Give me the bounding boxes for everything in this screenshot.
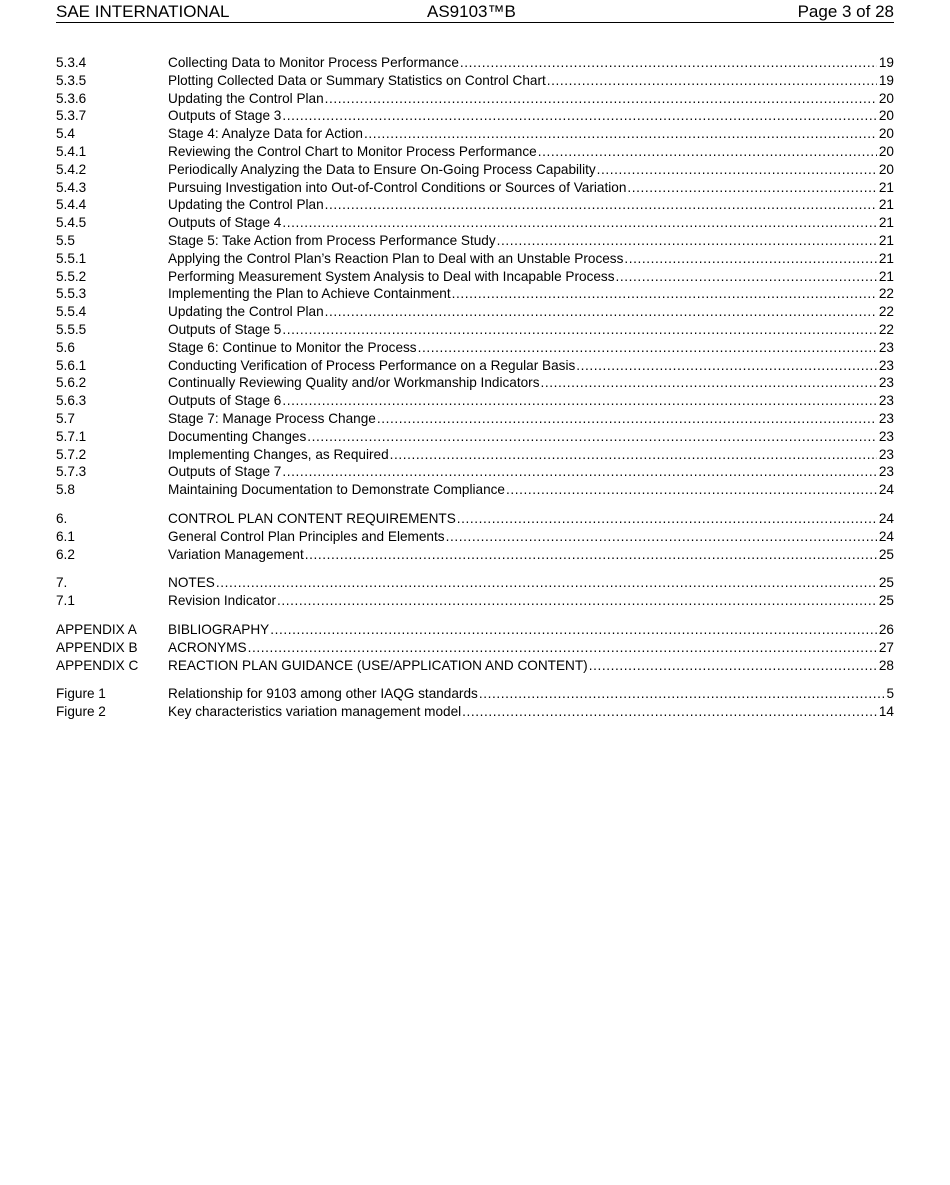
- toc-group: [56, 574, 894, 610]
- toc-entry-page: 19: [878, 72, 894, 88]
- toc-entry-title: NOTES: [168, 575, 215, 591]
- toc-entry[interactable]: [56, 161, 894, 179]
- toc-entry[interactable]: [56, 574, 894, 592]
- toc-entry-number: Figure 2: [56, 704, 106, 720]
- dot-leader: [452, 285, 877, 303]
- toc-entry-page: 23: [878, 410, 894, 426]
- dot-leader: [538, 143, 877, 161]
- toc-entry[interactable]: [56, 303, 894, 321]
- dot-leader: [589, 657, 877, 675]
- toc-entry-line: [168, 72, 894, 90]
- toc-entry-number: 5.4.1: [56, 143, 87, 159]
- toc-entry-number: 6.2: [56, 546, 75, 562]
- toc-entry-title: CONTROL PLAN CONTENT REQUIREMENTS: [168, 510, 456, 526]
- dot-leader: [390, 446, 877, 464]
- toc-entry-line: [168, 339, 894, 357]
- toc-entry-number: 6.1: [56, 528, 75, 544]
- toc-entry-number: 5.4.5: [56, 215, 87, 231]
- toc-entry-line: [168, 410, 894, 428]
- toc-entry-title: Pursuing Investigation into Out-of-Control Conditions or Sources of Variation: [168, 179, 627, 195]
- toc-entry-line: [168, 285, 894, 303]
- group-spacer: [56, 610, 894, 621]
- dot-leader: [547, 72, 877, 90]
- toc-entry-number: 5.5.5: [56, 321, 87, 337]
- dot-leader: [597, 161, 877, 179]
- toc-entry-number: Figure 1: [56, 686, 106, 702]
- toc-entry[interactable]: [56, 528, 894, 546]
- toc-entry[interactable]: [56, 481, 894, 499]
- toc-entry-page: 21: [878, 232, 894, 248]
- toc-entry[interactable]: [56, 546, 894, 564]
- toc-entry[interactable]: [56, 179, 894, 197]
- toc-entry-line: [168, 428, 894, 446]
- toc-entry[interactable]: [56, 428, 894, 446]
- toc-entry-number: 5.7.1: [56, 428, 87, 444]
- dot-leader: [541, 374, 877, 392]
- toc-entry-title: Stage 6: Continue to Monitor the Process: [168, 339, 417, 355]
- toc-entry-title: Collecting Data to Monitor Process Performance: [168, 55, 459, 70]
- toc-entry-title: Updating the Control Plan: [168, 197, 324, 213]
- toc-entry-page: 20: [878, 161, 894, 177]
- toc-entry-page: 25: [878, 546, 894, 562]
- toc-entry[interactable]: [56, 703, 894, 721]
- toc-entry-line: [168, 179, 894, 197]
- dot-leader: [325, 196, 877, 214]
- toc-entry[interactable]: [56, 685, 894, 703]
- header-page-number: Page 3 of 28: [797, 2, 894, 21]
- toc-entry[interactable]: [56, 410, 894, 428]
- dot-leader: [576, 357, 877, 375]
- toc-entry-title: Outputs of Stage 6: [168, 393, 282, 409]
- toc-entry-title: BIBLIOGRAPHY: [168, 621, 270, 637]
- toc-entry-page: 5: [886, 686, 894, 702]
- dot-leader: [497, 232, 877, 250]
- toc-entry[interactable]: [56, 592, 894, 610]
- toc-entry-number: 5.8: [56, 482, 75, 498]
- toc-entry-number: 5.3.4: [56, 55, 87, 70]
- toc-entry-title: Maintaining Documentation to Demonstrate Compliance: [168, 482, 505, 498]
- toc-entry-page: 24: [878, 482, 894, 498]
- toc-entry-page: 23: [878, 446, 894, 462]
- toc-entry-page: 28: [878, 657, 894, 673]
- toc-entry[interactable]: [56, 285, 894, 303]
- toc-entry-line: [168, 54, 894, 72]
- toc-entry-page: 21: [878, 250, 894, 266]
- toc-entry-line: [168, 268, 894, 286]
- toc-entry-page: 23: [878, 428, 894, 444]
- dot-leader: [479, 685, 885, 703]
- toc-entry-page: 20: [878, 108, 894, 124]
- toc-entry-line: [168, 232, 894, 250]
- dot-leader: [624, 250, 876, 268]
- toc-entry-number: 5.7: [56, 410, 75, 426]
- toc-entry-number: 5.6.2: [56, 375, 87, 391]
- toc-entry[interactable]: [56, 374, 894, 392]
- toc-entry[interactable]: [56, 639, 894, 657]
- toc-entry-line: [168, 546, 894, 564]
- dot-leader: [460, 54, 877, 72]
- toc-entry-title: Performing Measurement System Analysis to Deal with Incapable Process: [168, 268, 615, 284]
- toc-entry-number: 5.7.2: [56, 446, 87, 462]
- toc-entry-page: 21: [878, 179, 894, 195]
- toc-entry-number: 7.: [56, 575, 68, 591]
- toc-group: [56, 54, 894, 499]
- toc-entry-page: 23: [878, 375, 894, 391]
- toc-entry-title: Stage 5: Take Action from Process Performance Study: [168, 232, 496, 248]
- toc-entry-title: Relationship for 9103 among other IAQG standards: [168, 686, 478, 702]
- toc-entry-line: [168, 703, 894, 721]
- toc-entry[interactable]: [56, 268, 894, 286]
- toc-entry-page: 26: [878, 621, 894, 637]
- toc-entry-title: Plotting Collected Data or Summary Statistics on Control Chart: [168, 72, 546, 88]
- toc-entry[interactable]: [56, 196, 894, 214]
- toc-entry-title: Outputs of Stage 5: [168, 321, 282, 337]
- toc-entry-line: [168, 321, 894, 339]
- dot-leader: [377, 410, 877, 428]
- toc-entry-page: 22: [878, 286, 894, 302]
- toc-entry-line: [168, 214, 894, 232]
- toc-entry-page: 21: [878, 197, 894, 213]
- toc-entry-title: Variation Management: [168, 546, 304, 562]
- toc-entry-number: 5.4: [56, 126, 75, 142]
- toc-entry-title: ACRONYMS: [168, 639, 247, 655]
- toc-entry-number: 5.5.4: [56, 304, 87, 320]
- toc-entry[interactable]: [56, 107, 894, 125]
- toc-entry-title: Stage 7: Manage Process Change: [168, 410, 376, 426]
- toc-entry[interactable]: [56, 446, 894, 464]
- toc-entry-title: Documenting Changes: [168, 428, 307, 444]
- toc-entry-line: [168, 685, 894, 703]
- toc-entry-title: Applying the Control Plan’s Reaction Plan to Deal with an Unstable Process: [168, 250, 624, 266]
- toc-entry-page: 24: [878, 528, 894, 544]
- toc-entry-page: 22: [878, 304, 894, 320]
- toc-entry-line: [168, 446, 894, 464]
- toc-entry-title: Updating the Control Plan: [168, 90, 324, 106]
- toc-entry-title: Outputs of Stage 4: [168, 215, 282, 231]
- toc-entry-number: 5.3.5: [56, 72, 87, 88]
- toc-entry-title: Reviewing the Control Chart to Monitor Process Performance: [168, 143, 537, 159]
- toc-entry-title: Outputs of Stage 7: [168, 464, 282, 480]
- toc-entry-title: Continually Reviewing Quality and/or Workmanship Indicators: [168, 375, 540, 391]
- toc-entry-page: 27: [878, 639, 894, 655]
- toc-entry-title: General Control Plan Principles and Elements: [168, 528, 445, 544]
- toc-entry-number: 5.5.1: [56, 250, 87, 266]
- dot-leader: [307, 428, 877, 446]
- toc-entry-number: 7.1: [56, 593, 75, 609]
- group-spacer: [56, 674, 894, 685]
- table-of-contents: [56, 54, 894, 721]
- toc-entry-title: Key characteristics variation management model: [168, 704, 462, 720]
- toc-entry-line: [168, 303, 894, 321]
- toc-entry[interactable]: [56, 510, 894, 528]
- toc-entry-number: 5.3.6: [56, 90, 87, 106]
- toc-entry[interactable]: [56, 339, 894, 357]
- toc-entry-page: 21: [878, 215, 894, 231]
- toc-entry-line: [168, 481, 894, 499]
- toc-entry-number: 5.4.4: [56, 197, 87, 213]
- group-spacer: [56, 563, 894, 574]
- dot-leader: [462, 703, 877, 721]
- toc-entry-line: [168, 392, 894, 410]
- toc-entry-title: Outputs of Stage 3: [168, 108, 282, 124]
- group-spacer: [56, 499, 894, 510]
- toc-entry-title: Periodically Analyzing the Data to Ensure On-Going Process Capability: [168, 161, 596, 177]
- toc-entry[interactable]: [56, 232, 894, 250]
- toc-entry-line: [168, 161, 894, 179]
- toc-entry-page: 20: [878, 126, 894, 142]
- toc-entry-page: 23: [878, 339, 894, 355]
- toc-entry-title: Updating the Control Plan: [168, 304, 324, 320]
- toc-entry-page: 23: [878, 393, 894, 409]
- toc-entry[interactable]: [56, 392, 894, 410]
- toc-entry-line: [168, 374, 894, 392]
- toc-group: [56, 510, 894, 563]
- dot-leader: [282, 214, 877, 232]
- toc-entry-title: Implementing Changes, as Required: [168, 446, 389, 462]
- toc-entry[interactable]: [56, 250, 894, 268]
- dot-leader: [506, 481, 877, 499]
- toc-entry-number: 5.4.3: [56, 179, 87, 195]
- toc-entry-number: 5.3.7: [56, 108, 87, 124]
- toc-entry-line: [168, 125, 894, 143]
- toc-entry-title: Conducting Verification of Process Performance on a Regular Basis: [168, 357, 576, 373]
- toc-entry-page: 23: [878, 357, 894, 373]
- dot-leader: [270, 621, 877, 639]
- toc-entry-page: 22: [878, 321, 894, 337]
- toc-entry-page: 24: [878, 510, 894, 526]
- toc-entry[interactable]: [56, 125, 894, 143]
- toc-entry-title: Stage 4: Analyze Data for Action: [168, 126, 363, 142]
- header-org: SAE INTERNATIONAL: [56, 2, 230, 21]
- toc-entry-line: [168, 639, 894, 657]
- toc-entry[interactable]: [56, 90, 894, 108]
- toc-entry[interactable]: [56, 463, 894, 481]
- toc-entry-title: Revision Indicator: [168, 593, 277, 609]
- dot-leader: [627, 179, 876, 197]
- toc-entry-line: [168, 528, 894, 546]
- toc-entry-line: [168, 250, 894, 268]
- toc-entry-number: 5.6.3: [56, 393, 87, 409]
- toc-group: [56, 685, 894, 721]
- toc-entry-line: [168, 90, 894, 108]
- toc-entry-line: [168, 107, 894, 125]
- toc-entry-number: 5.6: [56, 339, 75, 355]
- toc-entry-line: [168, 592, 894, 610]
- dot-leader: [616, 268, 877, 286]
- toc-entry[interactable]: [56, 214, 894, 232]
- dot-leader: [364, 125, 877, 143]
- toc-entry-page: 21: [878, 268, 894, 284]
- dot-leader: [418, 339, 877, 357]
- toc-entry-number: 5.5.2: [56, 268, 87, 284]
- toc-entry-number: 5.6.1: [56, 357, 87, 373]
- toc-entry-number: 5.5: [56, 232, 75, 248]
- toc-entry-page: 19: [878, 55, 894, 70]
- toc-entry-line: [168, 510, 894, 528]
- dot-leader: [248, 639, 877, 657]
- dot-leader: [282, 321, 877, 339]
- toc-entry[interactable]: [56, 321, 894, 339]
- dot-leader: [282, 392, 877, 410]
- toc-entry-number: 5.5.3: [56, 286, 87, 302]
- toc-entry-page: 25: [878, 593, 894, 609]
- toc-entry-title: REACTION PLAN GUIDANCE (USE/APPLICATION AND CONTENT): [168, 657, 588, 673]
- toc-entry-number: 6.: [56, 510, 68, 526]
- toc-entry-number: APPENDIX A: [56, 621, 137, 637]
- toc-entry[interactable]: [56, 357, 894, 375]
- toc-entry[interactable]: [56, 143, 894, 161]
- page-header: [56, 2, 894, 23]
- toc-entry[interactable]: [56, 621, 894, 639]
- toc-entry-number: APPENDIX B: [56, 639, 138, 655]
- toc-entry-line: [168, 357, 894, 375]
- toc-entry-number: 5.4.2: [56, 161, 87, 177]
- dot-leader: [216, 574, 877, 592]
- toc-entry[interactable]: [56, 657, 894, 675]
- header-doc-id: AS9103™B: [427, 2, 516, 21]
- toc-entry-line: [168, 143, 894, 161]
- toc-entry[interactable]: [56, 72, 894, 90]
- toc-entry-line: [168, 196, 894, 214]
- toc-entry-line: [168, 574, 894, 592]
- toc-entry[interactable]: [56, 54, 894, 72]
- toc-group: [56, 621, 894, 674]
- toc-entry-page: 20: [878, 90, 894, 106]
- dot-leader: [282, 107, 877, 125]
- toc-entry-line: [168, 657, 894, 675]
- toc-entry-page: 14: [878, 704, 894, 720]
- toc-entry-line: [168, 621, 894, 639]
- dot-leader: [446, 528, 877, 546]
- dot-leader: [457, 510, 877, 528]
- toc-entry-page: 25: [878, 575, 894, 591]
- toc-entry-page: 23: [878, 464, 894, 480]
- dot-leader: [325, 90, 877, 108]
- toc-entry-number: 5.7.3: [56, 464, 87, 480]
- dot-leader: [282, 463, 877, 481]
- toc-entry-title: Implementing the Plan to Achieve Containment: [168, 286, 451, 302]
- toc-entry-line: [168, 463, 894, 481]
- toc-entry-page: 20: [878, 143, 894, 159]
- toc-entry-number: APPENDIX C: [56, 657, 139, 673]
- dot-leader: [305, 546, 877, 564]
- dot-leader: [277, 592, 877, 610]
- dot-leader: [325, 303, 877, 321]
